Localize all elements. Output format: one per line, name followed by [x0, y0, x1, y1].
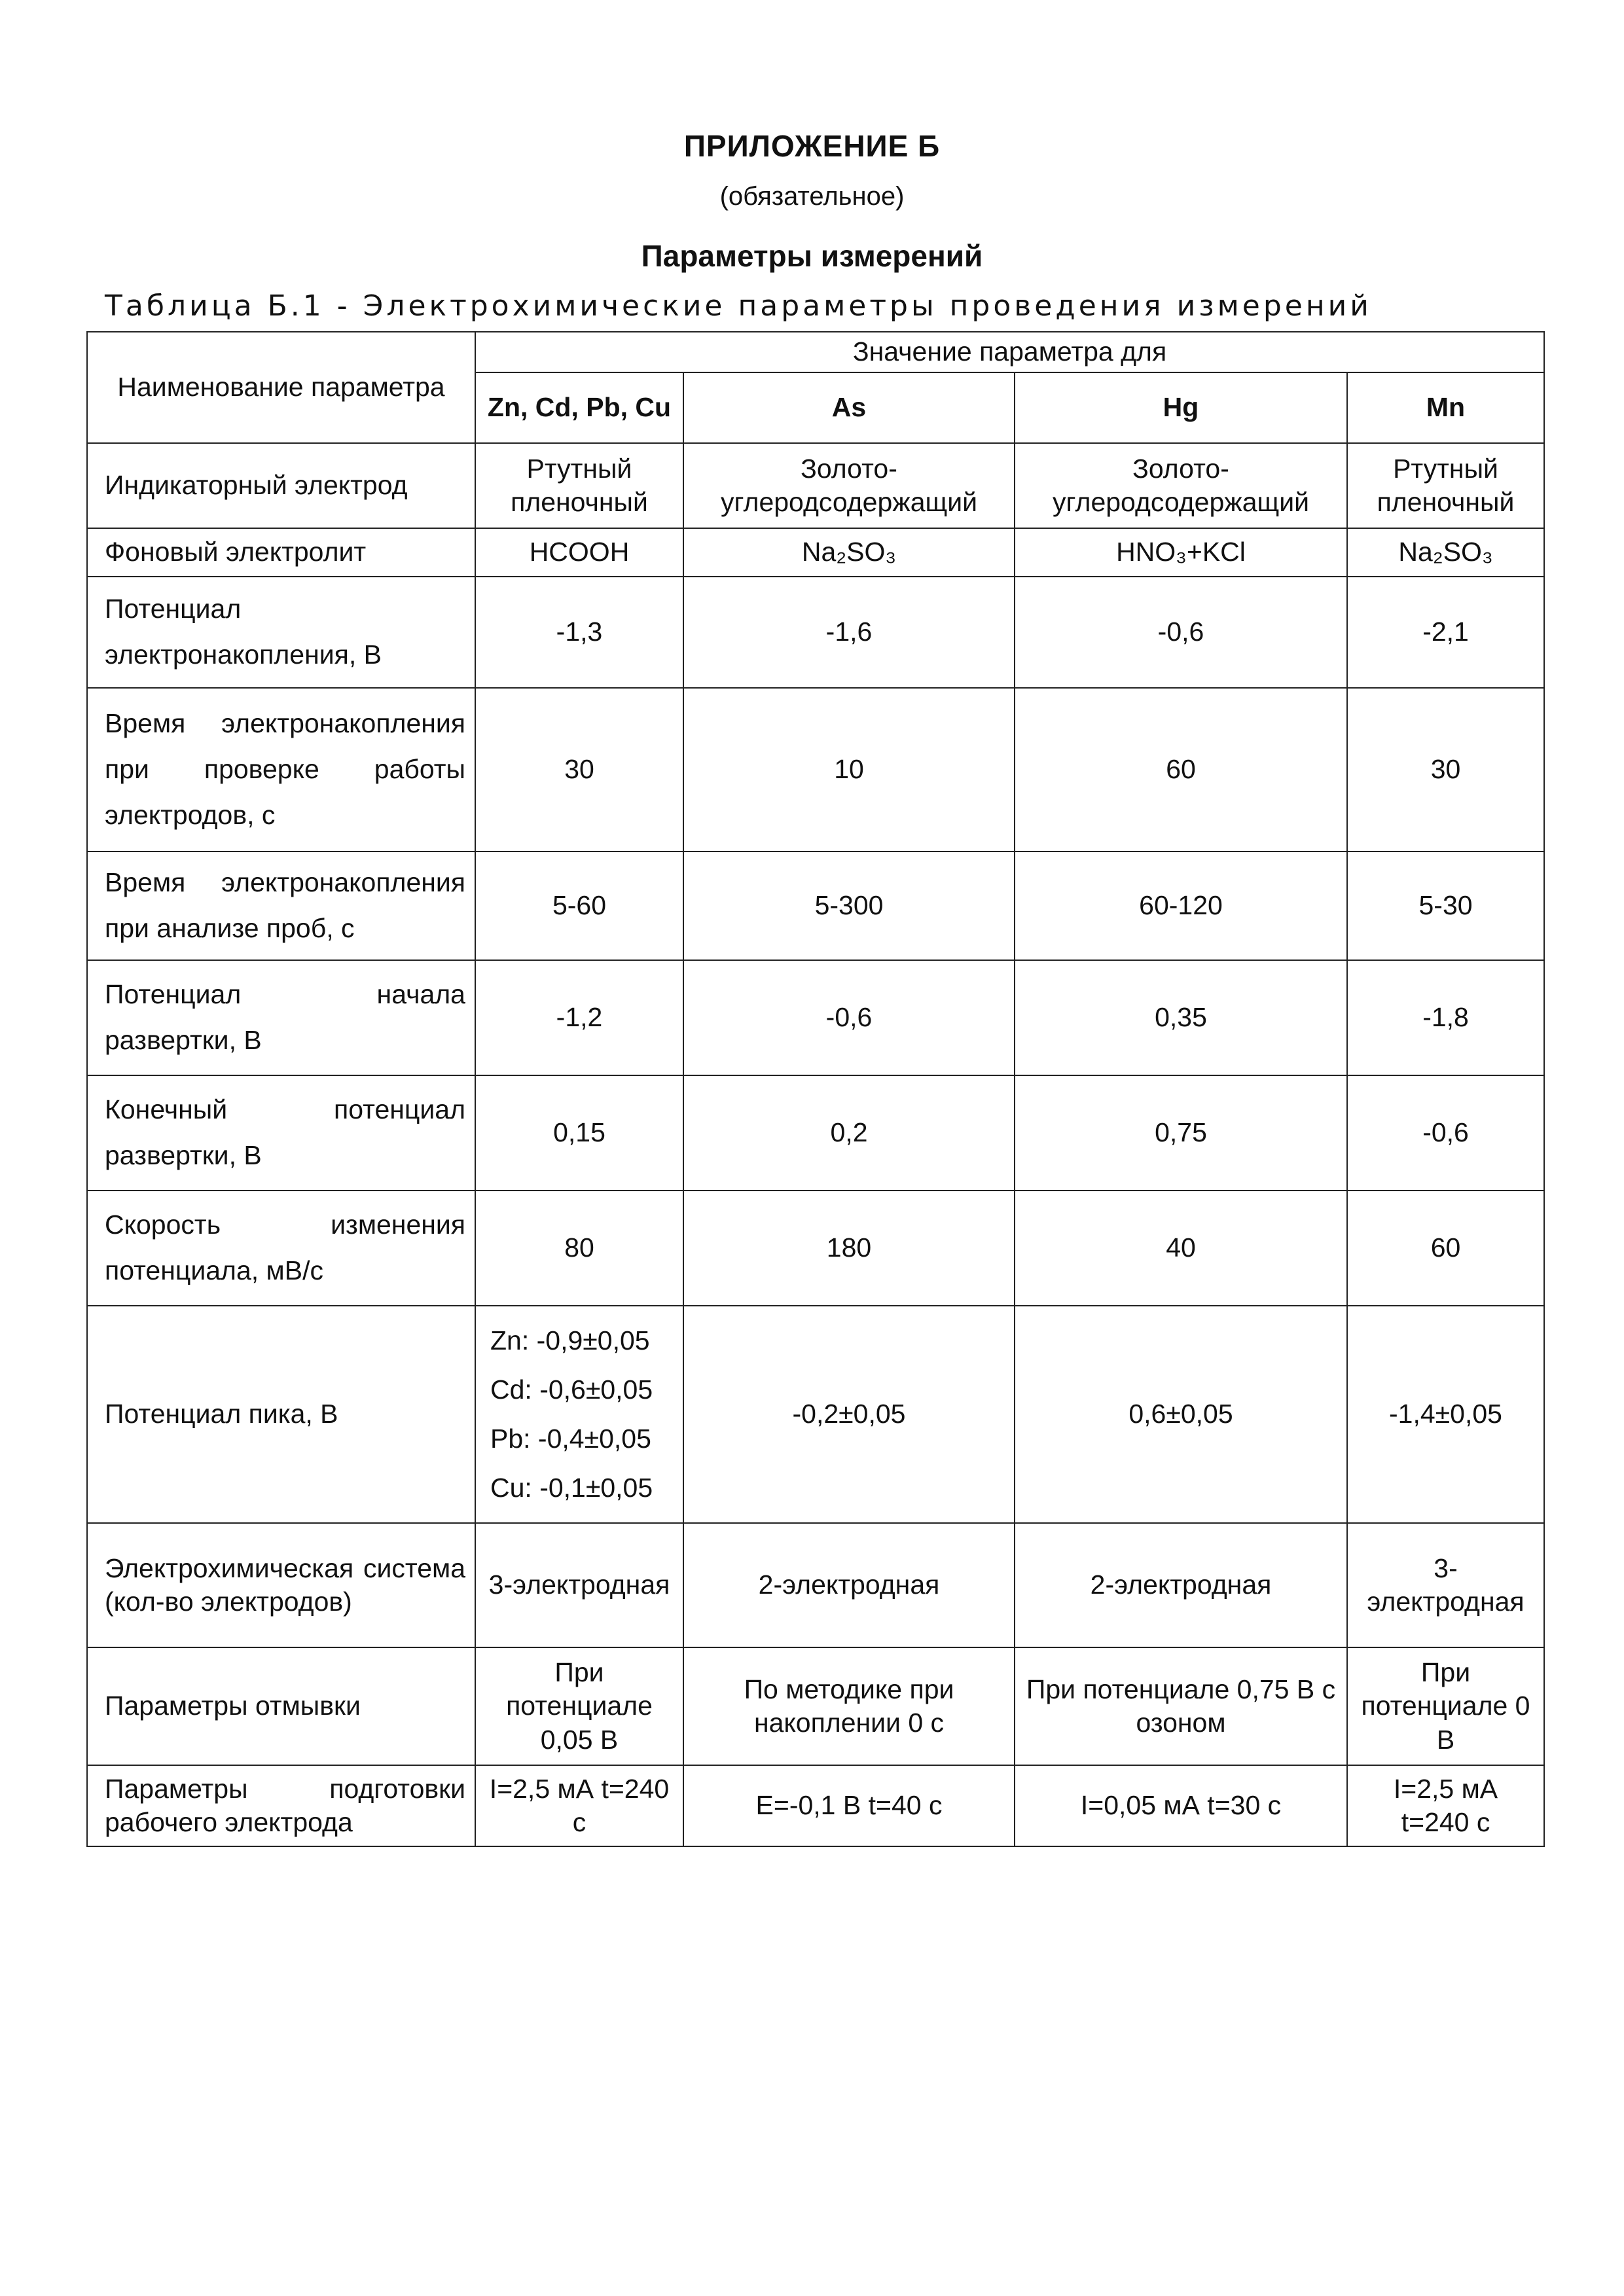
table-row: [87, 528, 1544, 577]
table-row: [87, 443, 1544, 528]
table-cell: При потенциале 0,05 В: [475, 1647, 683, 1765]
table-row: [87, 1765, 1544, 1846]
column-header-as: As: [683, 372, 1015, 443]
table-cell: 2-электродная: [1015, 1523, 1347, 1647]
table-row: [87, 1523, 1544, 1647]
table-cell: -1,8: [1347, 960, 1544, 1075]
table-cell: 40: [1015, 1191, 1347, 1306]
table-cell: HNO₃+KCl: [1015, 528, 1347, 577]
table-row: [87, 960, 1544, 1075]
table-row: [87, 1306, 1544, 1523]
table-cell: По методике при накоплении 0 с: [683, 1647, 1015, 1765]
table-cell: -1,3: [475, 577, 683, 688]
table-cell: I=0,05 мА t=30 с: [1015, 1765, 1347, 1846]
value-header: Значение параметра для: [475, 332, 1544, 372]
table-cell: E=-0,1 В t=40 с: [683, 1765, 1015, 1846]
table-cell: 60: [1015, 688, 1347, 852]
peak-cd: Cd: -0,6±0,05: [490, 1374, 653, 1405]
column-header-zn-cd-pb-cu: Zn, Cd, Pb, Cu: [475, 372, 683, 443]
table-cell: -1,2: [475, 960, 683, 1075]
peak-zn: Zn: -0,9±0,05: [490, 1325, 650, 1355]
table-cell: 180: [683, 1191, 1015, 1306]
row-label: Скорость изменения потенциала, мВ/с: [87, 1191, 475, 1306]
table-cell: Золото-углеродсодержащий: [683, 443, 1015, 528]
table-cell: -0,6: [1347, 1075, 1544, 1191]
table-cell: HCOOH: [475, 528, 683, 577]
table-cell: Золото-углеродсодержащий: [1015, 443, 1347, 528]
table-cell: Ртутный пленочный: [1347, 443, 1544, 528]
table-row: [87, 1647, 1544, 1765]
table-cell: Na₂SO₃: [1347, 528, 1544, 577]
appendix-title: ПРИЛОЖЕНИЕ Б: [683, 129, 941, 163]
table-cell: 0,6±0,05: [1015, 1306, 1347, 1523]
peak-cu: Cu: -0,1±0,05: [490, 1473, 653, 1503]
table-cell: 0,15: [475, 1075, 683, 1191]
parameters-table: [86, 331, 1545, 1847]
row-label: Параметры отмывки: [87, 1647, 475, 1765]
peak-pb: Pb: -0,4±0,05: [490, 1424, 651, 1454]
table-cell: 3-электродная: [1347, 1523, 1544, 1647]
param-name-header: Наименование параметра: [87, 332, 475, 443]
row-label: Потенциал пика, В: [87, 1306, 475, 1523]
table-cell: При потенциале 0,75 В с озоном: [1015, 1647, 1347, 1765]
table-row: [87, 1191, 1544, 1306]
column-header-hg: Hg: [1015, 372, 1347, 443]
appendix-subtitle: (обязательное): [719, 182, 905, 211]
table-row: [87, 688, 1544, 852]
table-cell: 30: [475, 688, 683, 852]
table-cell: -1,6: [683, 577, 1015, 688]
table-cell: Ртутный пленочный: [475, 443, 683, 528]
row-label: Время электронакопления при проверке работы электродов, с: [87, 688, 475, 852]
row-label: Время электронакопления при анализе проб, с: [87, 852, 475, 960]
table-cell: При потенциале 0 В: [1347, 1647, 1544, 1765]
row-label: Параметры подготовки рабочего электрода: [87, 1765, 475, 1846]
table-cell: 0,75: [1015, 1075, 1347, 1191]
row-label: Индикаторный электрод: [87, 443, 475, 528]
table-cell: 80: [475, 1191, 683, 1306]
table-cell: 5-300: [683, 852, 1015, 960]
table-cell: -0,2±0,05: [683, 1306, 1015, 1523]
table-cell: -0,6: [683, 960, 1015, 1075]
table-cell: 60: [1347, 1191, 1544, 1306]
table-cell: 3-электродная: [475, 1523, 683, 1647]
row-label: Фоновый электролит: [87, 528, 475, 577]
column-header-mn: Mn: [1347, 372, 1544, 443]
table-cell: 0,2: [683, 1075, 1015, 1191]
table-cell: I=2,5 мА t=240 с: [475, 1765, 683, 1846]
peak-potentials-cell: [475, 1306, 683, 1523]
table-cell: -2,1: [1347, 577, 1544, 688]
table-cell: 10: [683, 688, 1015, 852]
table-cell: 5-60: [475, 852, 683, 960]
table-cell: 5-30: [1347, 852, 1544, 960]
row-label: Электрохимическая система (кол-во электродов): [87, 1523, 475, 1647]
table-cell: 60-120: [1015, 852, 1347, 960]
row-label: Потенциал начала развертки, В: [87, 960, 475, 1075]
table-caption: Таблица Б.1 - Электрохимические параметры проведения измерений: [105, 289, 1372, 323]
table-cell: 2-электродная: [683, 1523, 1015, 1647]
table-row: [87, 852, 1544, 960]
table-cell: Na₂SO₃: [683, 528, 1015, 577]
table-row: [87, 1075, 1544, 1191]
section-heading: Параметры измерений: [641, 239, 983, 273]
row-label: Потенциал электронакопления, В: [87, 577, 475, 688]
table-cell: 0,35: [1015, 960, 1347, 1075]
table-row: [87, 577, 1544, 688]
row-label: Конечный потенциал развертки, В: [87, 1075, 475, 1191]
table-cell: 30: [1347, 688, 1544, 852]
table-cell: I=2,5 мА t=240 с: [1347, 1765, 1544, 1846]
table-cell: -1,4±0,05: [1347, 1306, 1544, 1523]
table-cell: -0,6: [1015, 577, 1347, 688]
